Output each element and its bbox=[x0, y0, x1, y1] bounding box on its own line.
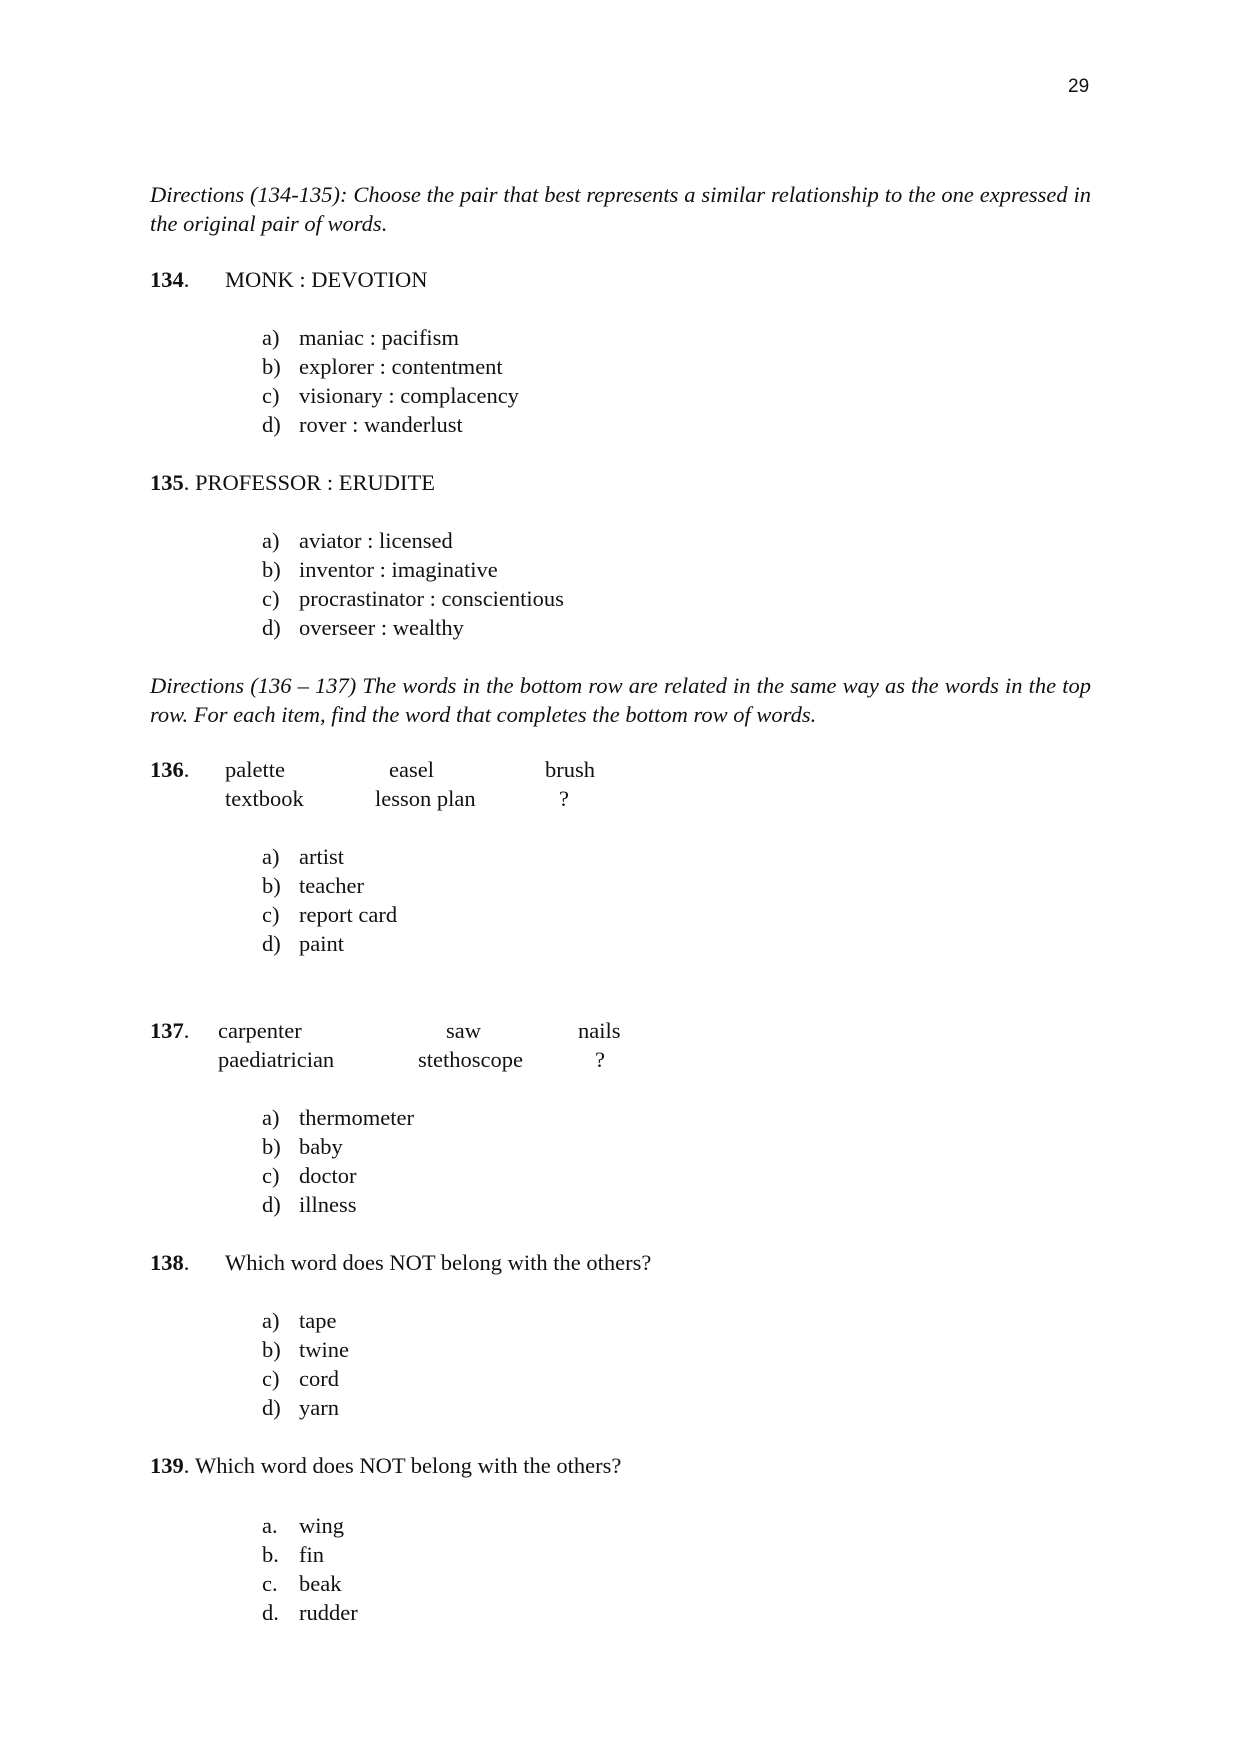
question-stem bbox=[150, 468, 1091, 497]
option-d[interactable] bbox=[262, 1190, 1091, 1219]
option-c[interactable] bbox=[262, 1161, 1091, 1190]
question-stem bbox=[150, 1451, 1091, 1480]
question-number: 134 bbox=[150, 267, 184, 292]
option-b[interactable] bbox=[262, 555, 1091, 584]
option-label: c) bbox=[262, 586, 280, 611]
bottom-row-word-2: lesson plan bbox=[375, 786, 476, 811]
question-prompt: MONK : DEVOTION bbox=[225, 267, 428, 292]
bottom-row-missing: ? bbox=[559, 786, 569, 811]
top-row-word-1: carpenter bbox=[218, 1018, 302, 1043]
option-label: c) bbox=[262, 383, 280, 408]
option-d[interactable] bbox=[262, 1598, 1091, 1627]
options-list bbox=[150, 323, 1091, 439]
option-a[interactable] bbox=[262, 323, 1091, 352]
question-number-sep: . bbox=[183, 470, 195, 495]
bottom-row-word-2: stethoscope bbox=[418, 1047, 523, 1072]
option-label: c) bbox=[262, 1163, 280, 1188]
option-c[interactable] bbox=[262, 584, 1091, 613]
option-a[interactable] bbox=[262, 842, 1091, 871]
options-list bbox=[150, 1306, 1091, 1422]
option-label: a) bbox=[262, 1105, 280, 1130]
option-text: report card bbox=[299, 902, 398, 927]
options-list bbox=[150, 842, 1091, 958]
question-number-sep: . bbox=[183, 1453, 195, 1478]
question-stem bbox=[150, 1248, 1091, 1277]
option-text: aviator : licensed bbox=[299, 528, 453, 553]
option-text: doctor bbox=[299, 1163, 357, 1188]
option-text: fin bbox=[299, 1542, 324, 1567]
option-label: a) bbox=[262, 1308, 280, 1333]
option-b[interactable] bbox=[262, 1132, 1091, 1161]
option-a[interactable] bbox=[262, 526, 1091, 555]
question-137 bbox=[150, 1016, 1091, 1219]
option-b[interactable] bbox=[262, 1540, 1091, 1569]
bottom-row-missing: ? bbox=[595, 1047, 605, 1072]
directions-134-135: Directions (134-135): Choose the pair that best represents a similar relationship to the one expressed in the original pair of words. bbox=[150, 182, 1091, 236]
option-label: b) bbox=[262, 354, 281, 379]
option-d[interactable] bbox=[262, 410, 1091, 439]
option-text: inventor : imaginative bbox=[299, 557, 498, 582]
option-text: twine bbox=[299, 1337, 349, 1362]
option-b[interactable] bbox=[262, 1335, 1091, 1364]
option-text: visionary : complacency bbox=[299, 383, 519, 408]
option-d[interactable] bbox=[262, 929, 1091, 958]
options-list bbox=[150, 1103, 1091, 1219]
option-c[interactable] bbox=[262, 1364, 1091, 1393]
question-prompt: Which word does NOT belong with the others? bbox=[225, 1250, 652, 1275]
option-c[interactable] bbox=[262, 381, 1091, 410]
option-text: illness bbox=[299, 1192, 357, 1217]
option-label: d) bbox=[262, 1192, 281, 1217]
bottom-row-word-1: textbook bbox=[225, 786, 304, 811]
question-134 bbox=[150, 265, 1091, 439]
question-stem bbox=[150, 265, 1091, 294]
top-row-word-1: palette bbox=[225, 757, 285, 782]
option-label: a) bbox=[262, 844, 280, 869]
option-text: tape bbox=[299, 1308, 337, 1333]
option-label: c) bbox=[262, 902, 280, 927]
option-text: maniac : pacifism bbox=[299, 325, 459, 350]
option-text: artist bbox=[299, 844, 344, 869]
option-text: teacher bbox=[299, 873, 364, 898]
question-number-sep: . bbox=[183, 1018, 190, 1043]
option-label: a) bbox=[262, 325, 280, 350]
question-prompt: PROFESSOR : ERUDITE bbox=[195, 470, 436, 495]
question-136 bbox=[150, 755, 1091, 958]
question-prompt: Which word does NOT belong with the others? bbox=[195, 1453, 622, 1478]
word-rows bbox=[150, 1016, 1091, 1074]
question-number-sep: . bbox=[183, 757, 190, 782]
top-row-word-2: easel bbox=[389, 757, 434, 782]
question-138 bbox=[150, 1248, 1091, 1422]
option-text: wing bbox=[299, 1513, 344, 1538]
option-label: d. bbox=[262, 1600, 279, 1625]
options-list bbox=[150, 526, 1091, 642]
page-number: 29 bbox=[1068, 76, 1090, 97]
page-content bbox=[150, 180, 1091, 1627]
option-text: rudder bbox=[299, 1600, 358, 1625]
option-c[interactable] bbox=[262, 900, 1091, 929]
question-135 bbox=[150, 468, 1091, 642]
option-text: procrastinator : conscientious bbox=[299, 586, 564, 611]
option-label: d) bbox=[262, 931, 281, 956]
question-number: 138 bbox=[150, 1250, 184, 1275]
option-text: baby bbox=[299, 1134, 343, 1159]
top-row-word-3: brush bbox=[545, 757, 595, 782]
option-d[interactable] bbox=[262, 1393, 1091, 1422]
option-b[interactable] bbox=[262, 352, 1091, 381]
option-label: d) bbox=[262, 1395, 281, 1420]
option-label: c) bbox=[262, 1366, 280, 1391]
option-text: cord bbox=[299, 1366, 339, 1391]
question-number: 135 bbox=[150, 470, 184, 495]
top-row-word-3: nails bbox=[578, 1018, 621, 1043]
option-text: explorer : contentment bbox=[299, 354, 503, 379]
option-label: d) bbox=[262, 615, 281, 640]
question-number-sep: . bbox=[183, 267, 190, 292]
option-label: b. bbox=[262, 1542, 279, 1567]
question-number: 136 bbox=[150, 757, 184, 782]
option-d[interactable] bbox=[262, 613, 1091, 642]
option-text: paint bbox=[299, 931, 344, 956]
options-list bbox=[150, 1511, 1091, 1627]
option-text: overseer : wealthy bbox=[299, 615, 464, 640]
question-number: 139 bbox=[150, 1453, 184, 1478]
option-label: b) bbox=[262, 1337, 281, 1362]
option-label: d) bbox=[262, 412, 281, 437]
directions-136-137: Directions (136 – 137) The words in the bottom row are related in the same way as the words in the top row. For each item, find the word that completes the bottom row of words. bbox=[150, 673, 1091, 727]
top-row-word-2: saw bbox=[446, 1018, 481, 1043]
option-label: a. bbox=[262, 1513, 278, 1538]
option-text: yarn bbox=[299, 1395, 339, 1420]
word-rows bbox=[150, 755, 1091, 813]
option-text: beak bbox=[299, 1571, 342, 1596]
option-c[interactable] bbox=[262, 1569, 1091, 1598]
option-a[interactable] bbox=[262, 1103, 1091, 1132]
question-number: 137 bbox=[150, 1018, 184, 1043]
option-b[interactable] bbox=[262, 871, 1091, 900]
option-label: b) bbox=[262, 557, 281, 582]
option-label: c. bbox=[262, 1571, 278, 1596]
option-a[interactable] bbox=[262, 1306, 1091, 1335]
option-text: thermometer bbox=[299, 1105, 414, 1130]
option-a[interactable] bbox=[262, 1511, 1091, 1540]
question-139 bbox=[150, 1451, 1091, 1627]
option-label: b) bbox=[262, 1134, 281, 1159]
option-label: a) bbox=[262, 528, 280, 553]
bottom-row-word-1: paediatrician bbox=[218, 1047, 335, 1072]
question-number-sep: . bbox=[183, 1250, 190, 1275]
option-text: rover : wanderlust bbox=[299, 412, 463, 437]
option-label: b) bbox=[262, 873, 281, 898]
